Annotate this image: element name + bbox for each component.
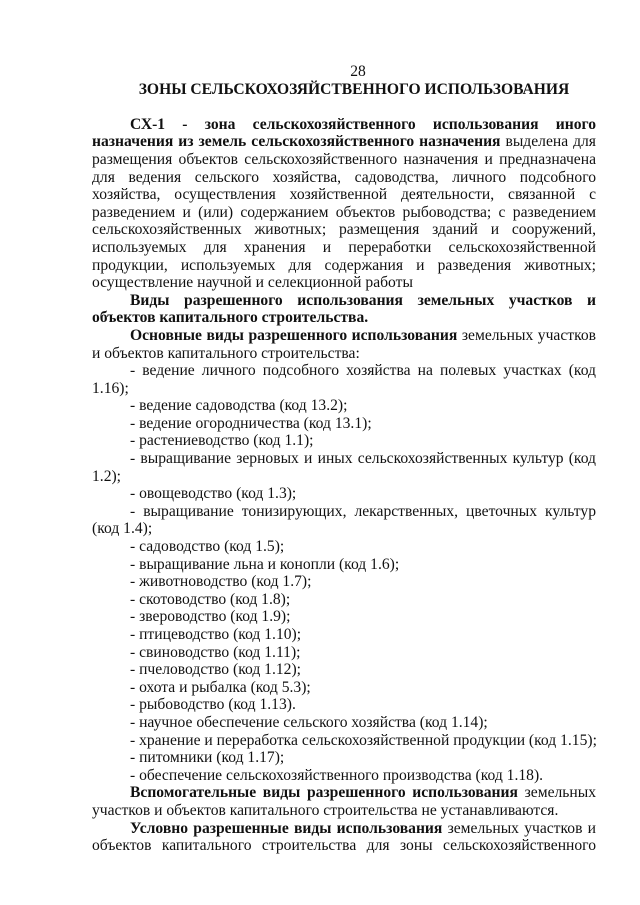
auxiliary-types-text: земельных участков и объектов капитального строительства не устанавливаются.	[92, 784, 597, 819]
main-types-paragraph	[92, 327, 596, 362]
list-item: - ведение садоводства (код 13.2);	[130, 397, 348, 415]
list-item: - хранение и переработка сельскохозяйственной продукции (код 1.15);	[130, 731, 597, 749]
list-item: - животноводство (код 1.7);	[130, 573, 312, 591]
conditional-types-heading: Условно разрешенные виды использования	[130, 819, 443, 837]
page-number: 28	[350, 63, 366, 80]
list-item: - растениеводство (код 1.1);	[130, 432, 314, 450]
conditional-types-text: земельных участков и объектов капитального строительства для зоны сельскохозяйственного	[92, 819, 596, 855]
page-title: ЗОНЫ СЕЛЬСКОХОЗЯЙСТВЕННОГО ИСПОЛЬЗОВАНИЯ	[138, 80, 570, 98]
spacer	[92, 98, 596, 116]
list-item: - пчеловодство (код 1.12);	[130, 661, 301, 679]
zone-description	[92, 116, 596, 292]
list-item: - охота и рыбалка (код 5.3);	[130, 678, 311, 696]
main-types-text: земельных участков и объектов капитального строительства:	[92, 326, 597, 362]
permitted-use-heading: Виды разрешенного использования земельных участков и объектов капитального строительства.	[92, 291, 596, 327]
list-item: - выращивание тонизирующих, лекарственных, цветочных культур (код 1.4);	[92, 502, 596, 538]
zone-text: выделена для размещения объектов сельскохозяйственного назначения и предназначена для ведения сельского хозяйства, садоводства, личного подсобного хозяйства, осуществления хозяйственной деятельности, связанной с разведением и (или) содержанием объектов рыбоводства; с разведением сельскохозяйственных животных; размещения зданий и сооружений, используемых для хранения и переработки сельскохозяйственной продукции, используемых для содержания и разведения животных; осуществление научной и селекционной работы	[92, 133, 596, 292]
page-content	[92, 63, 596, 855]
list-item: - ведение огородничества (код 13.1);	[130, 414, 372, 432]
conditional-types-paragraph	[92, 820, 596, 855]
list-item: - свиноводство (код 1.11);	[130, 643, 301, 661]
list-item: - выращивание зерновых и иных сельскохозяйственных культур (код 1.2);	[92, 450, 596, 485]
list-item: - обеспечение сельскохозяйственного производства (код 1.18).	[130, 766, 544, 784]
list-item: - садоводство (код 1.5);	[130, 538, 285, 556]
auxiliary-types-heading: Вспомогательные виды разрешенного использования	[130, 784, 518, 802]
main-types-heading: Основные виды разрешенного использования	[130, 326, 458, 344]
list-item: - птицеводство (код 1.10);	[130, 626, 302, 643]
list-item: - рыбоводство (код 1.13).	[130, 696, 296, 714]
list-item: - скотоводство (код 1.8);	[130, 590, 291, 608]
list-item: - овощеводство (код 1.3);	[130, 485, 297, 503]
main-types-list	[92, 362, 596, 784]
list-item: - научное обеспечение сельского хозяйства (код 1.14);	[130, 713, 488, 731]
list-item: - питомники (код 1.17);	[130, 749, 285, 767]
list-item: - ведение личного подсобного хозяйства на полевых участках (код 1.16);	[92, 362, 596, 397]
auxiliary-types-paragraph	[92, 784, 596, 819]
list-item: - выращивание льна и конопли (код 1.6);	[130, 555, 400, 573]
list-item: - звероводство (код 1.9);	[130, 608, 291, 626]
zone-code-name: СХ-1 - зона сельскохозяйственного использования иного назначения из земель сельскохозяйственного назначения	[92, 115, 596, 151]
